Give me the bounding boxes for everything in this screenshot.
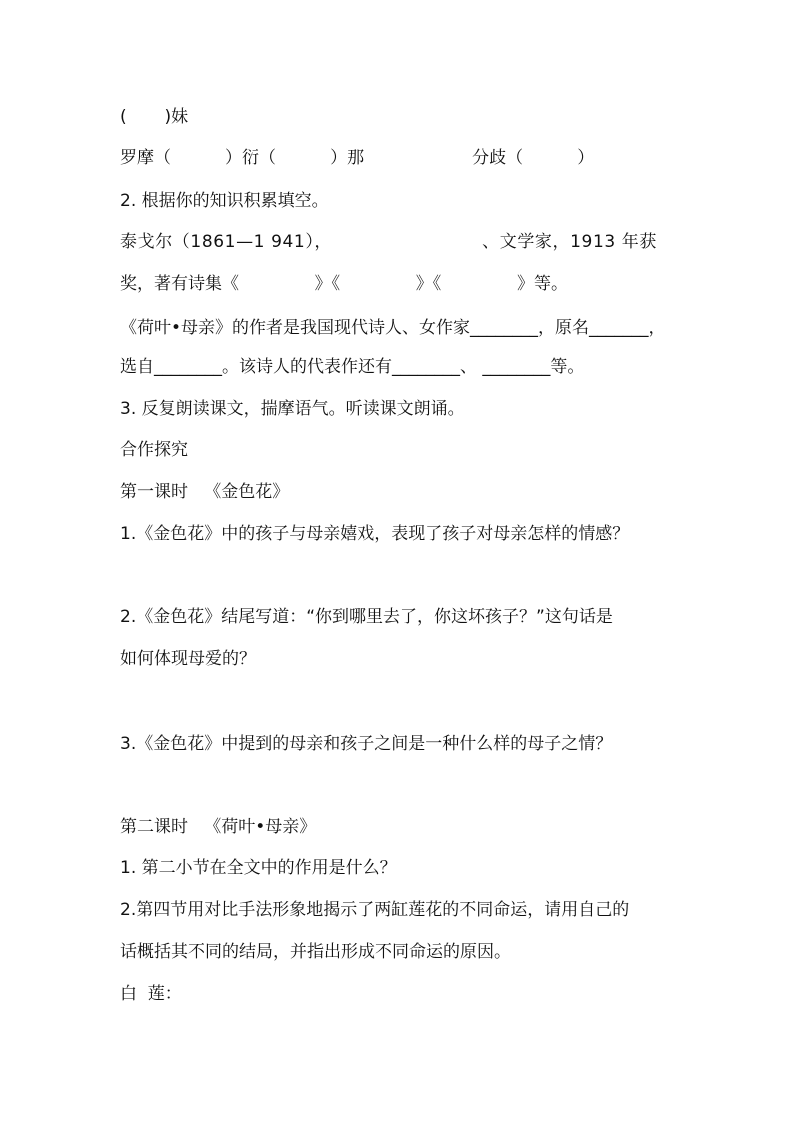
text-line-author: 《荷叶•母亲》的作者是我国现代诗人、女作家________，原名_______，	[120, 318, 666, 338]
text-line-pinyin-blanks: 罗摩（ ）衍（ ）那 分歧（ ）	[120, 148, 595, 168]
text-line-question-2: 2. 根据你的知识积累填空。	[120, 191, 329, 211]
text-line-lesson1-q2: 2.《金色花》结尾写道：“你到哪里去了，你这坏孩子？”这句话是	[120, 607, 613, 627]
text-line-question-3: 3. 反复朗读课文，揣摩语气。听读课文朗诵。	[120, 399, 465, 419]
text-line-works: 选自________。该诗人的代表作还有________、 ________等。	[120, 357, 585, 377]
text-line-tagore: 泰戈尔（1861—1 941）， 、文学家，1913 年获	[120, 232, 657, 252]
text-line-blank-sister: ( )妹	[120, 107, 189, 127]
text-line-white-lotus: 白 莲：	[120, 984, 182, 1004]
lesson-heading-1: 第一课时 《金色花》	[120, 482, 290, 502]
text-line-lesson1-q1: 1.《金色花》中的孩子与母亲嬉戏，表现了孩子对母亲怎样的情感？	[120, 524, 630, 544]
lesson-heading-2: 第二课时 《荷叶•母亲》	[120, 817, 317, 837]
text-line-lesson2-q2-cont: 话概括其不同的结局，并指出形成不同命运的原因。	[120, 942, 511, 962]
text-line-lesson1-q2-cont: 如何体现母爱的？	[120, 649, 256, 669]
text-line-lesson2-q2: 2.第四节用对比手法形象地揭示了两缸莲花的不同命运，请用自己的	[120, 900, 630, 920]
text-line-poetry-collections: 奖，著有诗集《 》《 》《 》等。	[120, 274, 568, 294]
text-line-lesson2-q1: 1. 第二小节在全文中的作用是什么？	[120, 858, 397, 878]
section-heading-cooperation: 合作探究	[120, 440, 188, 460]
text-line-lesson1-q3: 3.《金色花》中提到的母亲和孩子之间是一种什么样的母子之情？	[120, 734, 613, 754]
